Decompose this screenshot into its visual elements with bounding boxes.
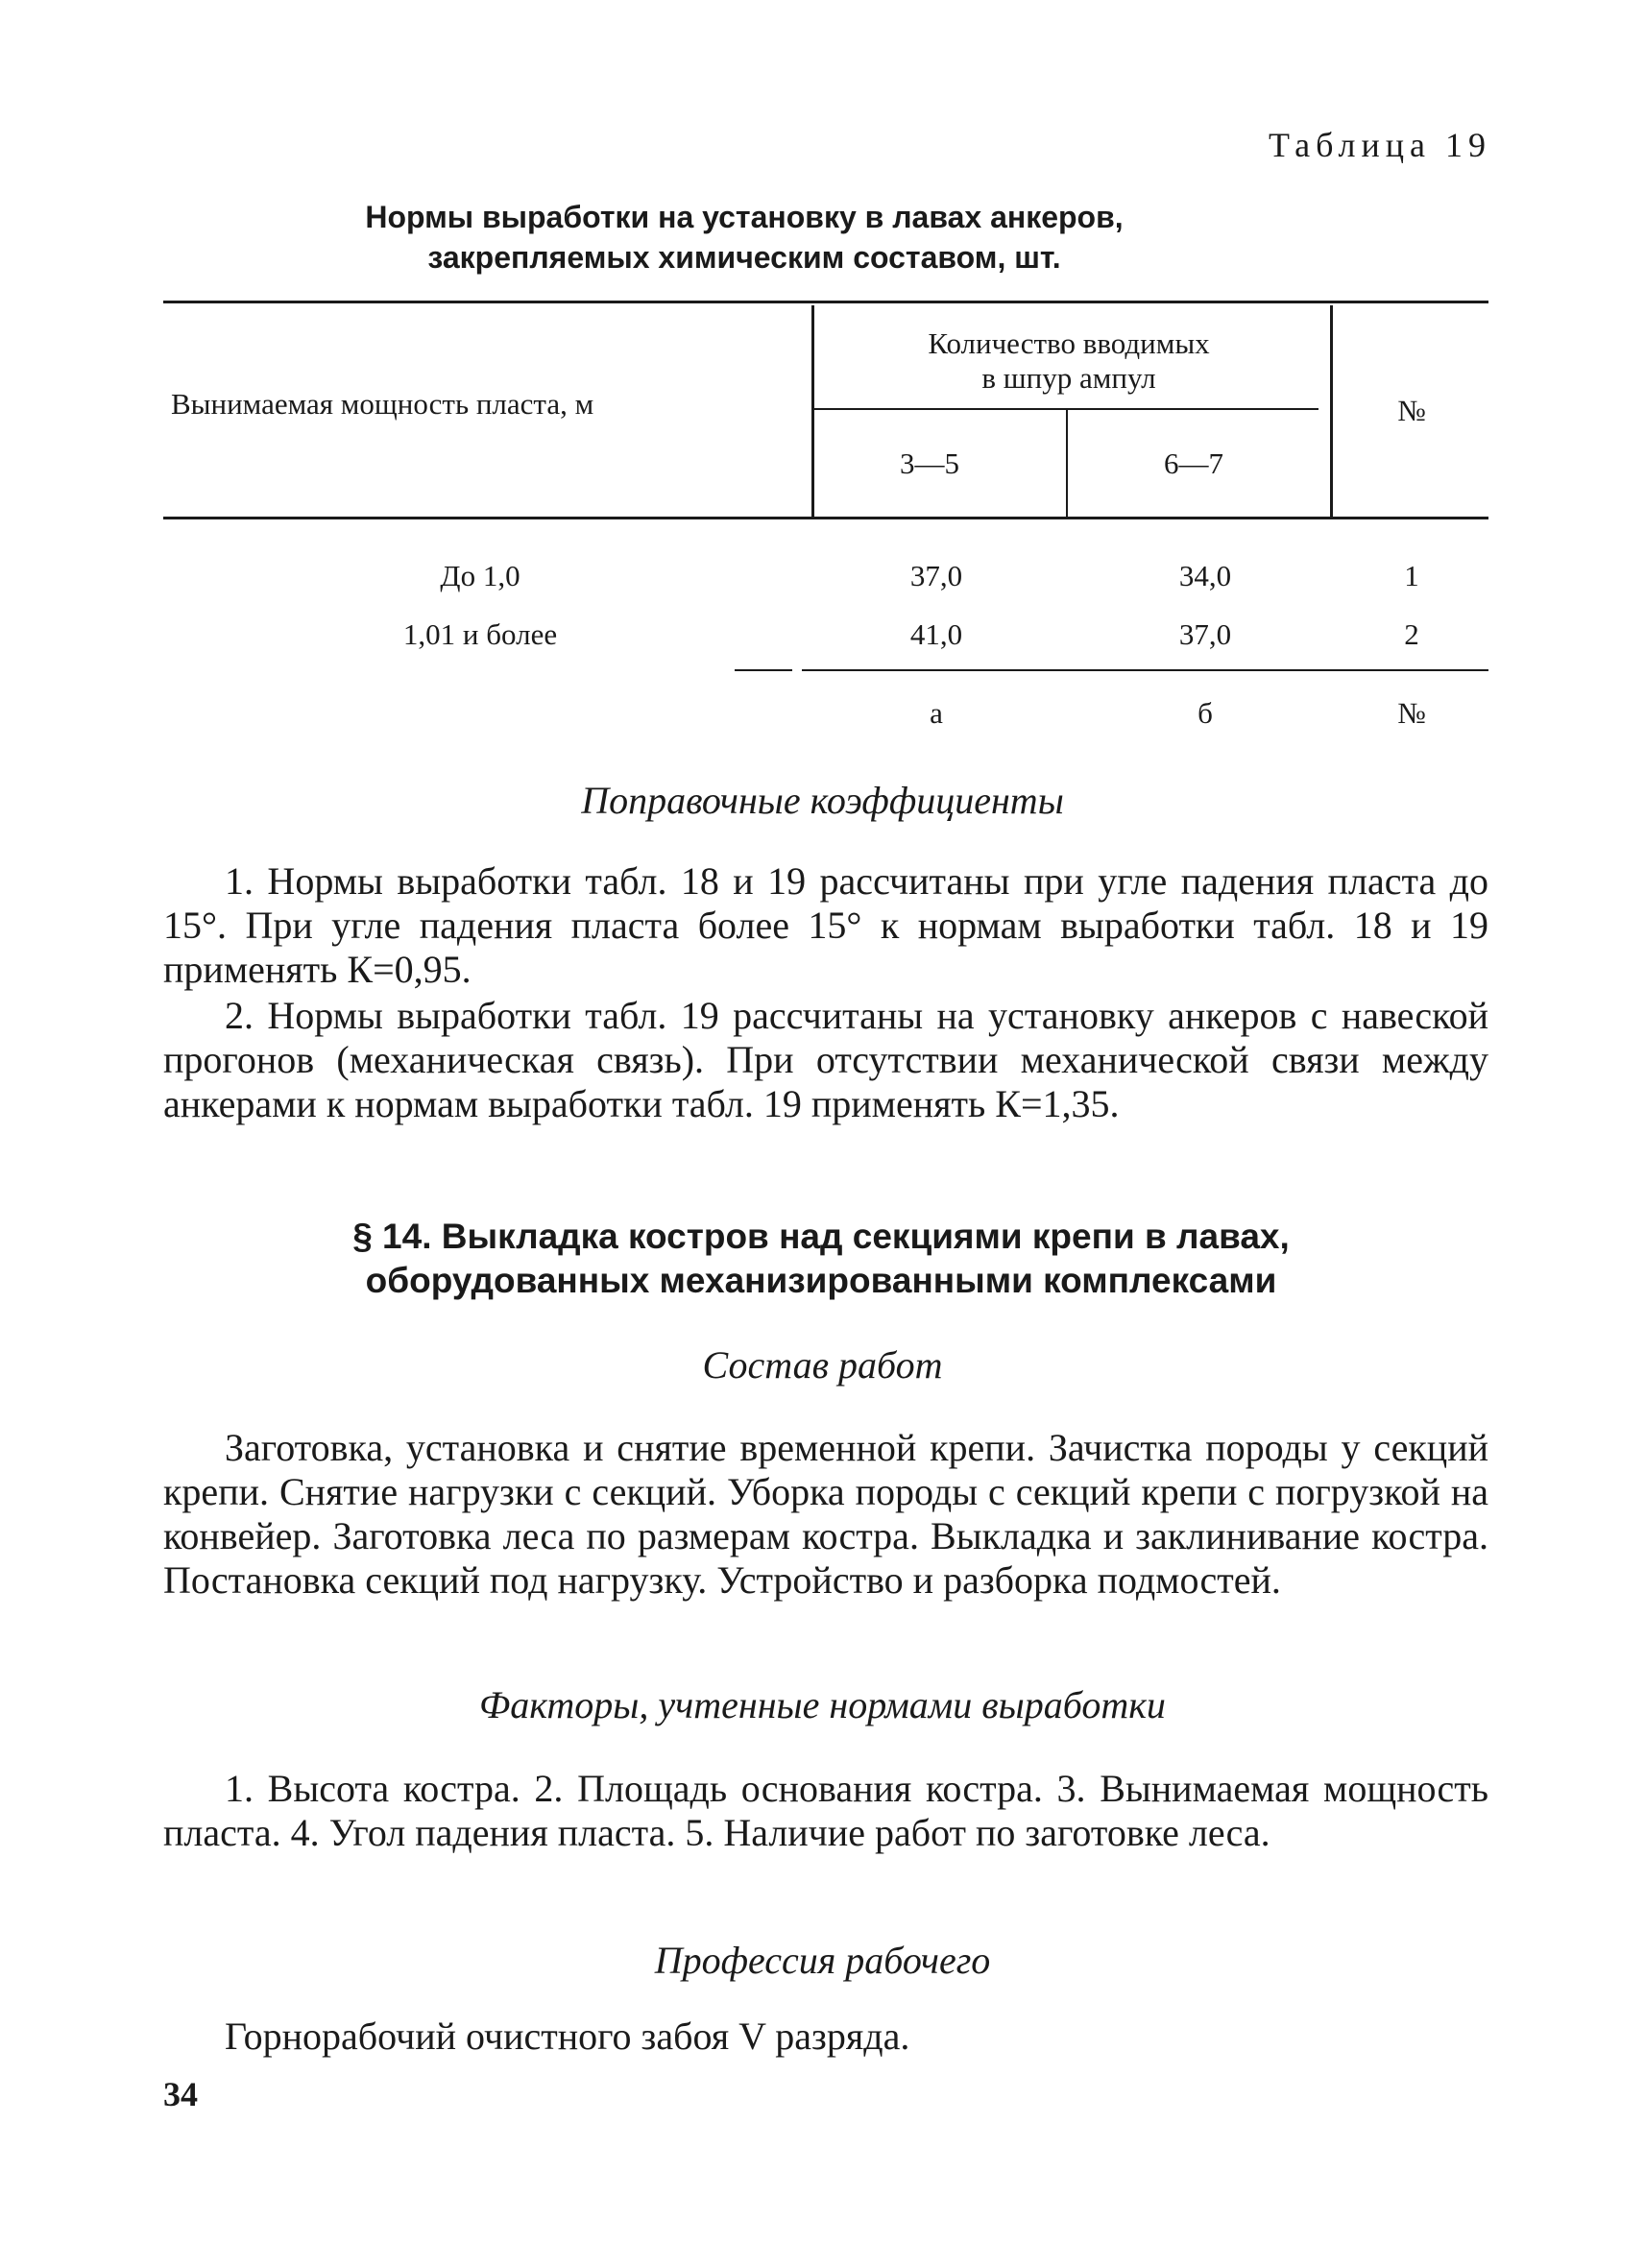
corrections-heading: Поправочные коэффициенты [581, 779, 1064, 822]
correction-item-2 [163, 994, 1488, 1126]
correction-item-1 [163, 859, 1488, 992]
factors-heading: Факторы, учтенные нормами выработки [479, 1683, 1166, 1726]
row-2-label: 1,01 и более [402, 617, 558, 651]
row-2-value-a: 41,0 [909, 617, 963, 651]
table-top-rule [163, 301, 1488, 303]
profession-paragraph-text: Горнорабочий очистного забоя V разряда. [225, 2015, 910, 2058]
row-2-number: 2 [1404, 617, 1419, 651]
section-title [192, 1215, 1450, 1303]
section-title-line-1: § 14. Выкладка костров над секциями крепи в лавах, [352, 1217, 1290, 1256]
header-subcol-a: 3—5 [900, 446, 959, 480]
footer-col-a: а [930, 696, 943, 730]
section-title-line-2: оборудованных механизированными комплексами [365, 1261, 1277, 1300]
row-1-number: 1 [1404, 559, 1419, 592]
table-header-bottom-rule [163, 517, 1488, 519]
header-number: № [1397, 394, 1426, 427]
header-subcol-b: 6—7 [1164, 446, 1223, 480]
row-2-value-b: 37,0 [1178, 617, 1232, 651]
profession-paragraph [163, 2015, 1488, 2059]
header-seam-thickness: Вынимаемая мощность пласта, м [171, 387, 594, 421]
profession-heading: Профессия рабочего [654, 1939, 991, 1982]
footer-col-b: б [1197, 696, 1213, 730]
table-footer-rule-right [802, 669, 1488, 671]
table-footer-rule-left [735, 669, 792, 671]
row-1-label: До 1,0 [440, 559, 520, 592]
table-number-label: Таблица 19 [1269, 126, 1491, 164]
footer-number: № [1397, 696, 1426, 730]
table-caption-line-2: закрепляемых химическим составом, шт. [427, 240, 1061, 275]
factors-paragraph-text: 1. Высота костра. 2. Площадь основания костра. 3. Вынимаемая мощность пласта. 4. Угол падения пласта. 5. Наличие работ по заготовке леса. [163, 1767, 1488, 1854]
page-number: 34 [163, 2075, 198, 2113]
norms-table [0, 0, 1645, 768]
works-paragraph [163, 1426, 1488, 1603]
header-ampoule-count-line-1: Количество вводимых [928, 326, 1210, 360]
table-col-divider-2 [1066, 410, 1068, 517]
row-1-value-b: 34,0 [1178, 559, 1232, 592]
correction-item-2-text: 2. Нормы выработки табл. 19 рассчитаны на установку анкеров с навеской прогонов (механическая связь). При отсутствии механической связи между анкерами к нормам выработки табл. 19 применять К=1,35. [163, 994, 1488, 1125]
table-col-divider-1 [811, 305, 814, 517]
works-paragraph-text: Заготовка, установка и снятие временной крепи. Зачистка породы у секций крепи. Снятие нагрузки с секций. Уборка породы с секций крепи с погрузкой на конвейер. Заготовка леса по размерам костра. Выкладка и заклинивание костра. Постановка секций под нагрузку. Устройство и разборка подмостей. [163, 1426, 1488, 1602]
table-col-divider-3 [1330, 305, 1333, 517]
correction-item-1-text: 1. Нормы выработки табл. 18 и 19 рассчитаны при угле падения пласта до 15°. При угле падения пласта более 15° к нормам выработки табл. 18 и 19 применять К=0,95. [163, 859, 1488, 991]
table-caption-line-1: Нормы выработки на установку в лавах анкеров, [365, 200, 1124, 234]
works-heading: Состав работ [702, 1343, 943, 1387]
factors-paragraph [163, 1767, 1488, 1855]
row-1-value-a: 37,0 [909, 559, 963, 592]
header-ampoule-count-line-2: в шпур ампул [981, 361, 1156, 395]
